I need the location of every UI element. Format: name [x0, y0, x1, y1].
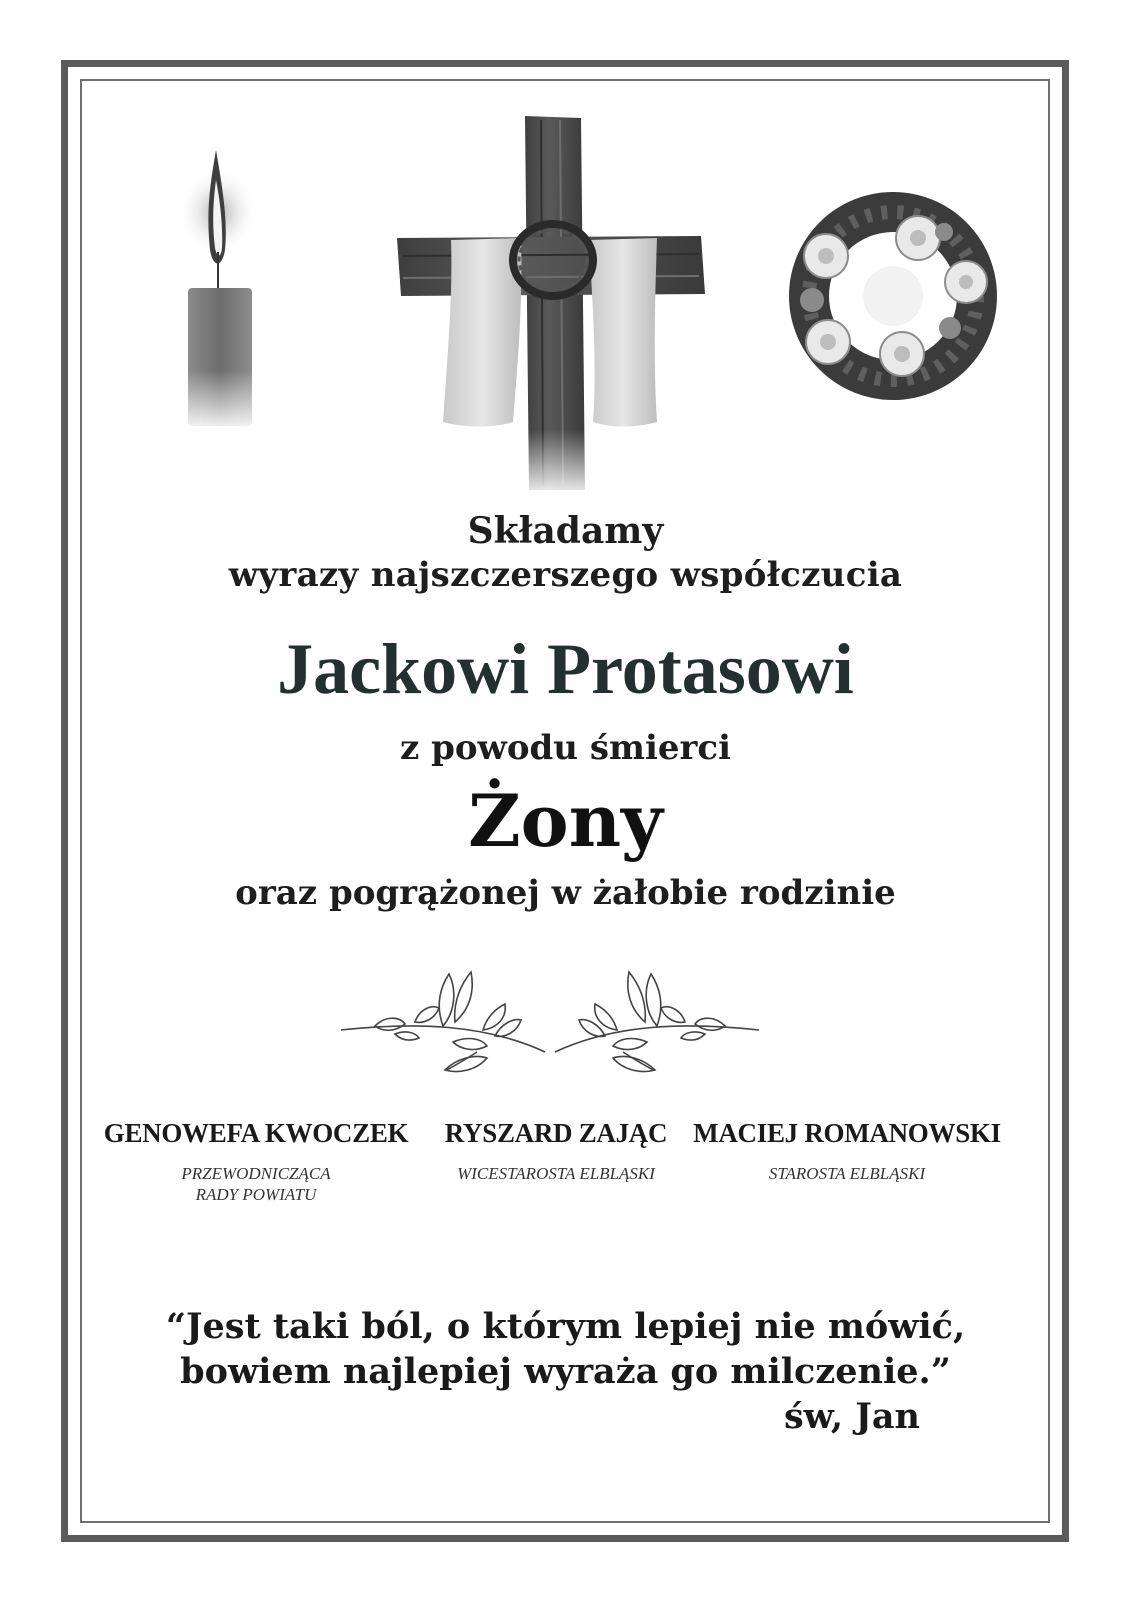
- quote-line-2: bowiem najlepiej wyraża go milczenie.”: [180, 1351, 951, 1392]
- signatory-role-line-1: PRZEWODNICZĄCA: [181, 1164, 331, 1183]
- signatory-name: MACIEJ ROMANOWSKI: [693, 1118, 1001, 1148]
- signatory-role-line-2: RADY POWIATU: [195, 1185, 317, 1204]
- signatory-role-line-1: WICESTAROSTA ELBLĄSKI: [457, 1164, 655, 1183]
- heading-line-2: wyrazy najszczerszego współczucia: [228, 555, 903, 595]
- deceased-label: Żony: [468, 778, 663, 863]
- signatory-name: GENOWEFA KWOCZEK: [103, 1118, 409, 1148]
- reason-line-1: z powodu śmierci: [399, 728, 732, 768]
- wooden-cross-icon: [395, 110, 715, 500]
- olive-branches-icon: [335, 960, 765, 1090]
- signatory-role: [667, 1163, 1027, 1184]
- quote-author: św, Jan: [783, 1396, 920, 1437]
- signatory-name: RYSZARD ZAJĄC: [444, 1118, 668, 1148]
- heading-line-1: Składamy: [467, 510, 664, 552]
- signatory-role-line-1: STAROSTA ELBLĄSKI: [768, 1164, 926, 1183]
- quote-line-1: “Jest taki ból, o którym lepiej nie mówić,: [165, 1306, 966, 1347]
- flower-wreath-icon: [768, 178, 1020, 418]
- reason-line-2: oraz pogrążonej w żałobie rodzinie: [235, 873, 896, 913]
- candle-icon: [170, 140, 280, 440]
- recipient-name: Jackowi Protasowi: [277, 629, 854, 709]
- signatory-3: [667, 1118, 1027, 1184]
